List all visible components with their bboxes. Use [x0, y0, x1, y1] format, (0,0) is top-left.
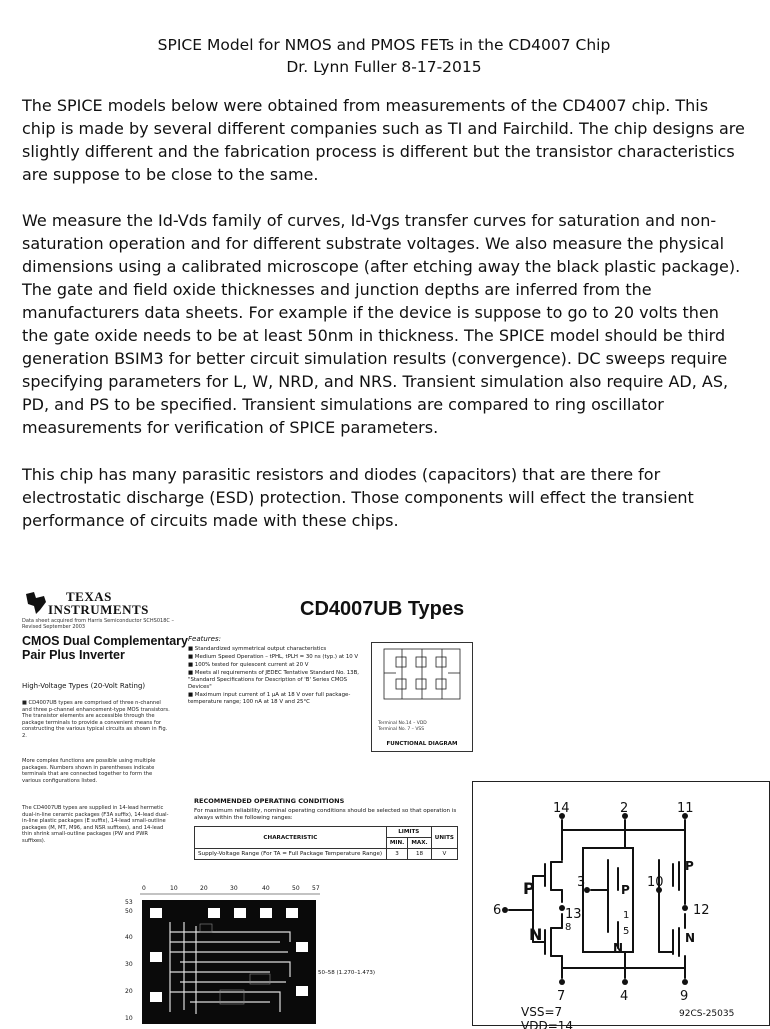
transistor-type-label: N [685, 931, 696, 945]
die-scale-y: 40 [125, 934, 133, 941]
vss-label: VSS=7 [521, 1005, 563, 1019]
roc-subtext: For maximum reliability, nominal operating conditions should be selected so that operation is always within the following ranges: [194, 808, 457, 821]
table-header-min: MIN. [386, 838, 408, 849]
pin-label: 9 [680, 989, 689, 1004]
limits-table [194, 826, 458, 860]
description-1: ■ CD4007UB types are comprised of three n-channel and three p-channel enhancement-type MOS transistors. The transistor elements are accessible through the package terminals to provide a convenient means for constructing the various typical circuits as shown in Fig. 2. [22, 700, 170, 739]
ti-logo-line1: TEXAS [66, 589, 112, 604]
pin-label: 8 [565, 922, 572, 933]
pin-diagram [472, 781, 770, 1029]
table-cell-max: 18 [408, 849, 431, 860]
table-row-label: Supply-Voltage Range (For TA = Full Package Temperature Range) [195, 849, 387, 860]
feature-item: ■ Standardized symmetrical output characteristics [188, 646, 327, 652]
pin-label: 14 [553, 801, 570, 816]
voltage-rating: High-Voltage Types (20-Volt Rating) [22, 682, 146, 690]
pin-label: 10 [647, 875, 664, 890]
functional-diagram [371, 642, 473, 752]
transistor-type-label: P [621, 883, 630, 897]
feature-item: ■ 100% tested for quiescent current at 20 V [188, 662, 309, 668]
die-dimension: 50–58 (1.270–1.473) [318, 970, 376, 976]
feature-item: ■ Meets all requirements of JEDEC Tentative Standard No. 13B, "Standard Specifications for Description of 'B' Series CMOS Devices" [188, 670, 359, 690]
pin-label: 13 [565, 907, 582, 922]
transistor-type-label: N [529, 925, 543, 944]
pin-label: 2 [620, 801, 629, 816]
functional-diagram-caption: FUNCTIONAL DIAGRAM [386, 741, 458, 747]
roc-heading: RECOMMENDED OPERATING CONDITIONS [194, 797, 345, 805]
pin-label: 4 [620, 989, 629, 1004]
pin-label: 6 [493, 903, 502, 918]
document-title: SPICE Model for NMOS and PMOS FETs in the CD4007 Chip [157, 36, 611, 54]
die-scale-x: 10 [170, 885, 178, 892]
paragraph-intro: The SPICE models below were obtained from measurements of the CD4007 chip. This chip is made by several different companies such as TI and Fairchild. The chip designs are slightly different and the fabrication process is different but the transistor characteristics are suppose to be close to the same. [22, 96, 745, 184]
features-heading: Features: [188, 635, 221, 643]
table-header-units: UNITS [431, 827, 457, 849]
source-note: Data sheet acquired from Harris Semiconductor SCHS018C – Revised September 2003 [22, 618, 174, 630]
description-3: The CD4007UB types are supplied in 14-lead hermetic dual-in-line ceramic packages (F3A suffix), 14-lead dual-in-line plastic packages (E suffix), 14-lead small-outline packages (M, MT, M96, and NSR suffixes), and 14-lead thin shrink small-outline packages (PW and PWR suffixes). [22, 805, 169, 844]
diagram-code: 92CS-25035 [679, 1009, 735, 1019]
ti-logo-icon [22, 588, 50, 616]
pin-label: 12 [693, 903, 710, 918]
author-date: Dr. Lynn Fuller 8-17-2015 [286, 58, 482, 76]
document-header [0, 34, 768, 78]
description-2: More complex functions are possible using multiple packages. Numbers shown in parentheses indicate terminals that are connected together to form the various configurations listed. [22, 758, 156, 784]
transistor-type-label: P [523, 879, 535, 898]
vdd-label: VDD=14 [521, 1019, 574, 1029]
pin-label: 1 [623, 910, 630, 921]
die-scale-x: 20 [200, 885, 208, 892]
paragraph-esd: This chip has many parasitic resistors and diodes (capacitors) that are there for electrostatic discharge (ESD) protection. Those components will effect the transient performance of circuits made with these chips. [22, 465, 694, 530]
functional-diagram-schematic [372, 643, 472, 721]
paragraph-measurement: We measure the Id-Vds family of curves, Id-Vgs transfer curves for saturation and non-saturation operation and for different substrate voltages. We also measure the physical dimensions using a calibrated microscope (after etching away the black plastic package). The gate and field oxide thicknesses and junction depths are inferred from the manufacturers data sheets. For example if the device is suppose to go to 20 volts then the gate oxide needs to be at least 50nm in thickness. The SPICE model should be third generation BSIM3 for better circuit simulation results (convergence). DC sweeps require specifying parameters for L, W, NRD, and NRS. Transient simulation also require AD, AS, PD, and PS to be specified. Transient simulations are compared to ring oscillator measurements for verification of SPICE parameters. [22, 211, 741, 437]
die-scale-x: 50 [292, 885, 300, 892]
pin-label: 7 [557, 989, 566, 1004]
pin-diagram-schematic [473, 782, 769, 1029]
transistor-type-label: P [685, 859, 694, 873]
terminal-note-vss: Terminal No. 7 – VSS [378, 727, 425, 732]
ti-logo [22, 588, 192, 618]
die-scale-y: 30 [125, 961, 133, 968]
die-scale-y: 10 [125, 1015, 133, 1022]
ti-logo-line2: INSTRUMENTS [48, 602, 149, 617]
transistor-type-label: N [613, 941, 624, 955]
datasheet-scan [0, 580, 768, 1029]
product-title: CMOS Dual Complementary Pair Plus Inverter [22, 634, 189, 662]
table-header-characteristic: CHARACTERISTIC [195, 827, 387, 849]
die-scale-y: 53 [125, 899, 133, 906]
die-scale-x: 30 [230, 885, 238, 892]
pin-label: 11 [677, 801, 694, 816]
feature-item: ■ Medium Speed Operation – tPHL, tPLH = 30 ns (typ.) at 10 V [188, 654, 359, 660]
features-list [188, 646, 368, 707]
table-cell-units: V [431, 849, 457, 860]
terminal-note-vdd: Terminal No.14 – VDD [378, 721, 427, 726]
die-scale-x: 57 [312, 885, 320, 892]
die-photo [100, 882, 376, 1024]
feature-item: ■ Maximum input current of 1 μA at 18 V over full package-temperature range; 100 nA at 18 V and 25°C [188, 692, 351, 705]
table-cell-min: 3 [386, 849, 408, 860]
table-header-max: MAX. [408, 838, 431, 849]
table-header-limits: LIMITS [386, 827, 431, 838]
pin-label: 3 [577, 875, 586, 890]
part-title: CD4007UB Types [300, 598, 465, 620]
die-photo-graphic [100, 882, 376, 1024]
pin-label: 5 [623, 926, 630, 937]
die-scale-x: 0 [142, 885, 146, 892]
die-scale-y: 20 [125, 988, 133, 995]
die-scale-x: 40 [262, 885, 270, 892]
die-scale-y: 50 [125, 908, 133, 915]
